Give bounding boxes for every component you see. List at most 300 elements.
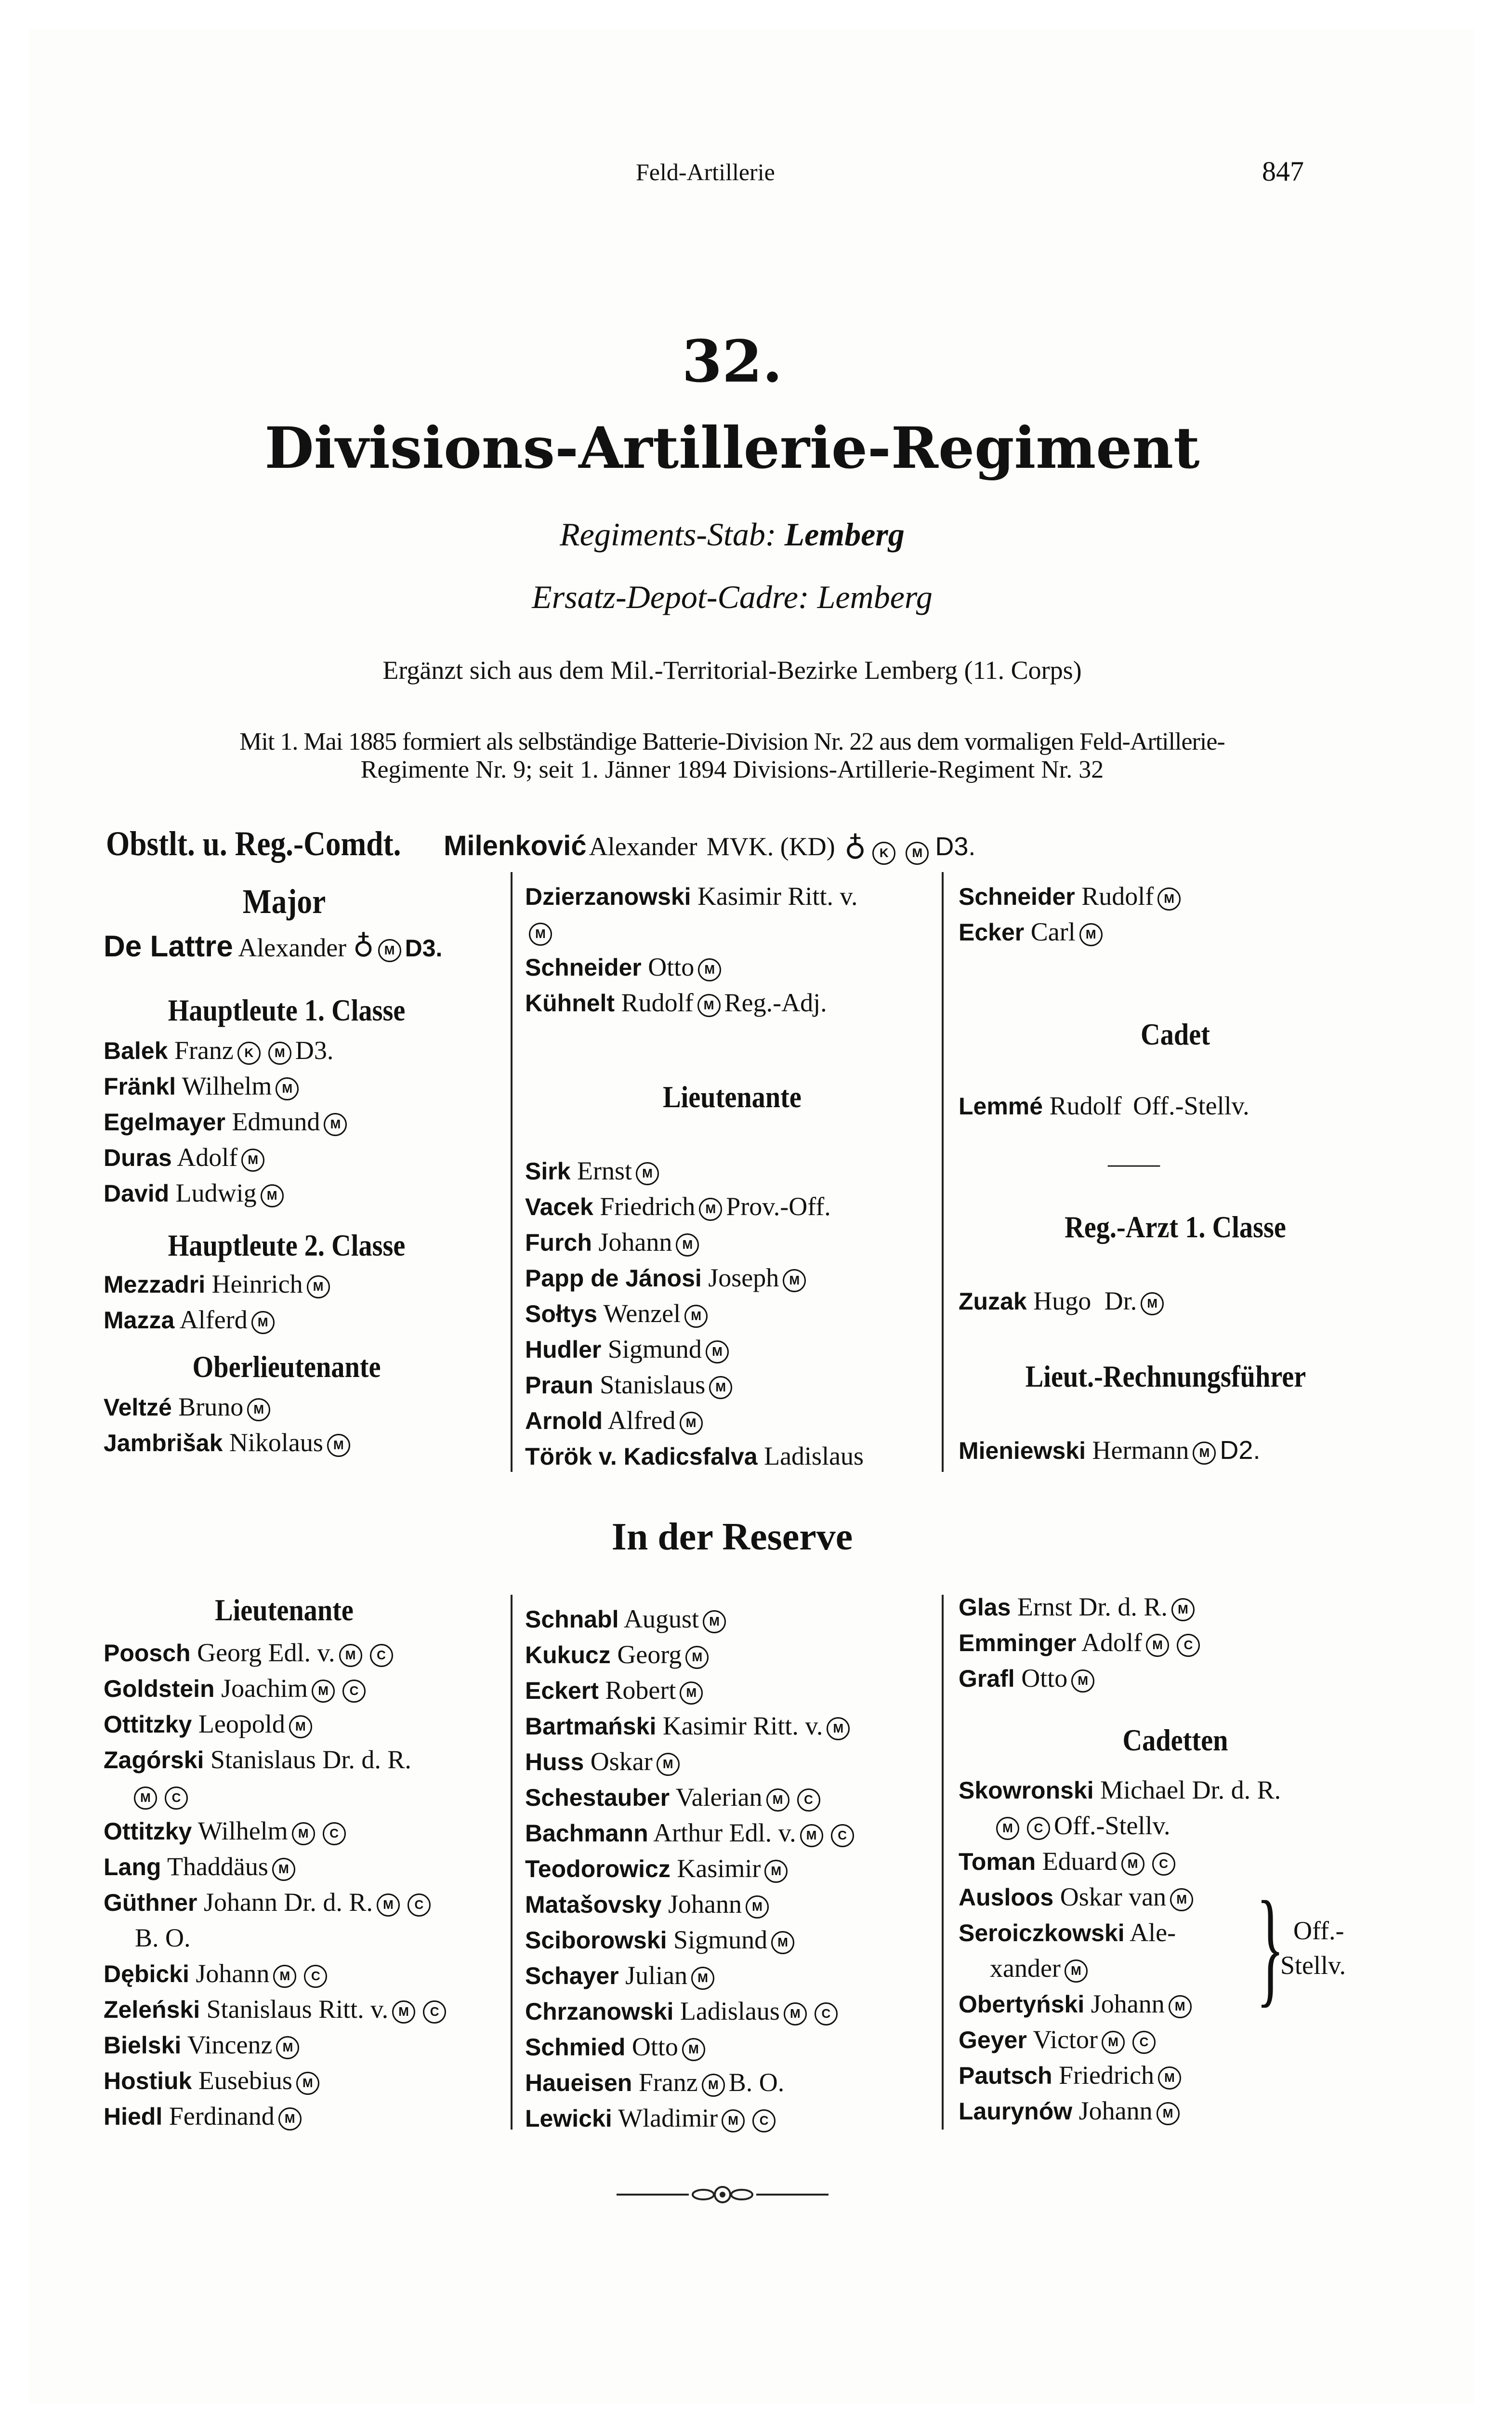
m-circle-icon: M xyxy=(134,1787,157,1810)
brace-icon: } xyxy=(1256,1875,1285,2019)
m-circle-icon: M xyxy=(1079,923,1103,946)
list-item xyxy=(104,1033,333,1068)
list-item xyxy=(104,1885,434,1919)
surname: Hudler xyxy=(525,1336,602,1363)
surname: Ottitzky xyxy=(104,1711,192,1738)
m-circle-icon: M xyxy=(697,994,721,1017)
surname: Bachmann xyxy=(525,1820,648,1847)
list-item xyxy=(959,2094,1183,2128)
m-circle-icon: M xyxy=(682,2038,705,2061)
heading-oberlieutenante: Oberlieutenante xyxy=(192,1350,381,1384)
m-circle-icon: M xyxy=(307,1275,330,1298)
m-circle-icon: M xyxy=(1157,887,1181,911)
cross-decoration-icon: ♁ xyxy=(353,931,374,963)
surname: Duras xyxy=(104,1144,172,1171)
list-item xyxy=(104,1069,302,1103)
stab-place: Lemberg xyxy=(784,516,905,553)
list-item xyxy=(104,1957,331,1991)
surname: Vacek xyxy=(525,1193,593,1220)
surname: Obertyński xyxy=(959,1991,1085,2018)
commander-rank: Obstlt. u. Reg.-Comdt. xyxy=(106,824,401,863)
list-item xyxy=(104,1303,278,1337)
m-circle-icon: M xyxy=(296,2072,319,2095)
surname: Mieniewski xyxy=(959,1437,1086,1464)
surname: Dzierzanowski xyxy=(525,883,691,910)
list-item xyxy=(104,1140,268,1175)
list-item xyxy=(525,1994,841,2028)
given-name: Rudolf xyxy=(621,988,694,1017)
list-item xyxy=(525,1709,854,1743)
m-circle-icon: M xyxy=(766,1788,789,1812)
note: Off.-Stellv. xyxy=(1054,1811,1170,1840)
k-circle-icon: K xyxy=(237,1042,261,1065)
surname: Hostiuk xyxy=(104,2067,192,2094)
given-name: Franz xyxy=(638,2068,698,2097)
list-item xyxy=(525,1225,703,1259)
given-name: Julian xyxy=(625,1961,688,1990)
m-circle-icon: M xyxy=(746,1895,769,1919)
given-name: Valerian xyxy=(675,1783,763,1812)
column-rule xyxy=(511,872,513,1472)
cross-decoration-icon: ♁ xyxy=(844,827,867,862)
list-item xyxy=(104,2064,323,2098)
c-circle-icon: C xyxy=(797,1788,820,1812)
surname: Mazza xyxy=(104,1307,175,1334)
bracket-note-1: Off.- xyxy=(1293,1916,1344,1945)
column-rule xyxy=(511,1595,513,2130)
given-name: Friedrich xyxy=(1059,2061,1154,2090)
surname: Bartmański xyxy=(525,1713,657,1740)
surname: Sirk xyxy=(525,1158,571,1185)
c-circle-icon: C xyxy=(423,2000,446,2024)
heading-cadetten: Cadetten xyxy=(1122,1723,1228,1757)
given-name: Wladimir xyxy=(618,2104,718,2132)
list-item xyxy=(104,2099,305,2133)
given-name: Joachim xyxy=(221,1674,308,1703)
m-circle-icon: M xyxy=(685,1646,709,1669)
given-name: Oskar van xyxy=(1060,1882,1167,1911)
surname: Praun xyxy=(525,1372,593,1399)
given-name: Victor xyxy=(1033,2025,1098,2054)
given-name: Eduard xyxy=(1042,1847,1118,1876)
heading-rechnungsfuehrer: Lieut.-Rechnungsführer xyxy=(1025,1359,1306,1393)
given-name: Oskar xyxy=(590,1747,653,1776)
surname: Török v. Kadicsfalva xyxy=(525,1443,758,1470)
commander-line xyxy=(106,824,975,865)
m-circle-icon: M xyxy=(906,842,929,865)
depot-label: Ersatz-Depot-Cadre: xyxy=(532,579,809,615)
separator-dash: —— xyxy=(1108,1149,1160,1178)
ornament-icon xyxy=(617,2180,828,2209)
list-item xyxy=(525,879,858,913)
given-name: Ludwig xyxy=(175,1178,257,1207)
surname: Lang xyxy=(104,1853,161,1880)
given-name: Edmund xyxy=(232,1107,320,1136)
c-circle-icon: C xyxy=(165,1787,188,1810)
list-item xyxy=(104,1636,397,1670)
given-name: Johann xyxy=(668,1890,742,1919)
list-item xyxy=(959,1661,1098,1695)
given-name: Wilhelm xyxy=(182,1072,272,1100)
surname: Chrzanowski xyxy=(525,1998,674,2025)
m-circle-icon: M xyxy=(378,939,401,962)
given-name: Stanislaus xyxy=(600,1370,706,1399)
list-item xyxy=(104,1671,369,1706)
list-item xyxy=(959,1880,1197,1914)
list-item xyxy=(525,1673,707,1707)
m-circle-icon: M xyxy=(247,1398,270,1421)
note: Dr. xyxy=(1104,1286,1137,1315)
m-circle-icon: M xyxy=(377,1893,400,1917)
surname: Schnabl xyxy=(525,1606,619,1633)
m-circle-icon: M xyxy=(1171,1598,1195,1621)
given-name: Thaddäus xyxy=(167,1852,268,1881)
c-circle-icon: C xyxy=(752,2109,776,2132)
heading-reserve: In der Reserve xyxy=(611,1516,853,1558)
m-circle-icon: M xyxy=(251,1311,275,1334)
list-item xyxy=(525,1439,864,1473)
given-name: Otto xyxy=(648,953,695,981)
c-circle-icon: C xyxy=(304,1965,327,1988)
regiment-name: Divisions-Artillerie-Regiment xyxy=(264,414,1200,481)
surname: Glas xyxy=(959,1594,1011,1621)
list-item xyxy=(959,1773,1281,1807)
surname: Kühnelt xyxy=(525,990,615,1017)
surname: Eckert xyxy=(525,1677,599,1704)
list-item xyxy=(104,1707,316,1741)
given-name: Alfred xyxy=(607,1406,676,1435)
given-name: Alexander xyxy=(238,933,347,962)
surname: Poosch xyxy=(104,1640,191,1667)
surname: Arnold xyxy=(525,1407,603,1434)
m-circle-icon: M xyxy=(709,1376,732,1399)
c-circle-icon: C xyxy=(1132,2031,1156,2054)
given-name: Friedrich xyxy=(600,1192,696,1221)
ersatz-depot xyxy=(10,578,1455,616)
surname: Ottitzky xyxy=(104,1818,192,1845)
m-circle-icon: M xyxy=(702,2074,725,2097)
m-circle-icon: M xyxy=(996,1817,1019,1840)
note: Reg.-Adj. xyxy=(724,988,827,1017)
given-name: Rudolf xyxy=(1049,1091,1122,1120)
history-line-1: Mit 1. Mai 1885 formiert als selbständige Batterie-Division Nr. 22 aus dem vormaligen Feld-Artillerie- xyxy=(239,728,1225,755)
given-name: Ferdinand xyxy=(169,2102,275,2131)
c-circle-icon: C xyxy=(1177,1634,1200,1657)
surname: Sciborowski xyxy=(525,1927,667,1954)
list-item xyxy=(959,2023,1159,2057)
surname: Emminger xyxy=(959,1629,1077,1656)
surname: Fränkl xyxy=(104,1073,176,1100)
m-circle-icon: M xyxy=(1071,1669,1094,1693)
surname: Geyer xyxy=(959,2026,1027,2053)
m-circle-icon: M xyxy=(800,1824,823,1847)
surname: Ecker xyxy=(959,919,1025,946)
surname: Schestauber xyxy=(525,1784,670,1811)
surname: Schneider xyxy=(525,954,642,981)
given-name: August xyxy=(624,1604,699,1633)
list-item xyxy=(104,1176,288,1210)
m-circle-icon: M xyxy=(699,1198,722,1221)
list-item xyxy=(135,1921,191,1955)
given-name: Hugo xyxy=(1033,1286,1091,1315)
column-rule xyxy=(942,1595,944,2130)
surname: Mezzadri xyxy=(104,1271,206,1298)
given-name: Ernst Dr. d. R. xyxy=(1017,1592,1168,1621)
list-item xyxy=(525,1887,773,1921)
given-name: Sigmund xyxy=(607,1335,702,1363)
list-item xyxy=(525,2065,784,2100)
surname: Ausloos xyxy=(959,1884,1054,1911)
given-name: Michael Dr. d. R. xyxy=(1100,1775,1281,1804)
commander-given: Alexander xyxy=(589,832,697,861)
surname: Kukucz xyxy=(525,1641,611,1668)
m-circle-icon: M xyxy=(1121,1853,1144,1876)
list-item xyxy=(959,1844,1179,1879)
surname: Jambrišak xyxy=(104,1430,223,1456)
m-circle-icon: M xyxy=(680,1681,703,1705)
list-item xyxy=(525,1959,718,1993)
given-name: Carl xyxy=(1030,917,1076,946)
commander-marks: MVK. (KD) xyxy=(706,832,835,861)
given-name: Johann Dr. d. R. xyxy=(203,1888,373,1917)
list-item xyxy=(104,930,442,965)
m-circle-icon: M xyxy=(764,1860,788,1883)
surname: Goldstein xyxy=(104,1675,215,1702)
surname: David xyxy=(104,1180,170,1207)
m-circle-icon: M xyxy=(827,1717,850,1740)
surname: Haueisen xyxy=(525,2069,632,2096)
surname: Huss xyxy=(525,1748,584,1775)
m-circle-icon: M xyxy=(1170,1888,1193,1911)
c-circle-icon: C xyxy=(342,1680,366,1703)
given-name: Alferd xyxy=(179,1305,248,1334)
surname: Zeleński xyxy=(104,1996,200,2023)
tail: D3. xyxy=(405,935,443,962)
m-circle-icon: M xyxy=(698,958,721,981)
surname: Seroiczkowski xyxy=(959,1919,1125,1946)
m-circle-icon: M xyxy=(324,1113,347,1136)
given-name: Kasimir Ritt. v. xyxy=(697,882,858,911)
list-item xyxy=(525,1638,712,1672)
m-circle-icon: M xyxy=(676,1233,699,1257)
m-circle-icon: M xyxy=(657,1753,680,1776)
surname: Matašovsky xyxy=(525,1891,662,1918)
m-circle-icon: M xyxy=(276,2036,299,2059)
list-item xyxy=(525,950,725,984)
list-item xyxy=(525,1602,730,1636)
c-circle-icon: C xyxy=(815,2002,838,2025)
surname: De Lattre xyxy=(104,930,233,963)
c-circle-icon: C xyxy=(408,1893,431,1917)
c-circle-icon: C xyxy=(323,1822,346,1845)
m-circle-icon: M xyxy=(1169,1995,1192,2018)
c-circle-icon: C xyxy=(370,1644,393,1667)
given-name: Eusebius xyxy=(198,2066,292,2095)
surname: Dębicki xyxy=(104,1960,189,1987)
surname: Zuzak xyxy=(959,1288,1027,1315)
heading-reserve-lieutenante: Lieutenante xyxy=(215,1593,354,1627)
list-item xyxy=(525,1852,791,1886)
given-name: Rudolf xyxy=(1081,882,1154,911)
list-item xyxy=(525,1332,733,1366)
list-item xyxy=(525,2101,779,2135)
surname: Veltzé xyxy=(104,1394,172,1421)
supply-district: Ergänzt sich aus dem Mil.-Territorial-Bezirke Lemberg (11. Corps) xyxy=(382,656,1082,685)
depot-place: Lemberg xyxy=(817,579,933,615)
list-item xyxy=(992,1809,1170,1842)
given-name: xander xyxy=(990,1954,1061,1983)
given-name: Stanislaus Ritt. v. xyxy=(206,1995,389,2024)
list-item xyxy=(525,1190,831,1224)
list-item xyxy=(525,1816,858,1850)
given-name: Georg Edl. v. xyxy=(197,1638,335,1667)
c-circle-icon: C xyxy=(831,1824,854,1847)
given-name: Johann xyxy=(1091,1989,1165,2018)
m-circle-icon: M xyxy=(783,1269,806,1292)
given-name: Heinrich xyxy=(211,1270,303,1298)
m-circle-icon: M xyxy=(722,2109,745,2132)
given-name: Johann xyxy=(196,1959,270,1988)
m-circle-icon: M xyxy=(1102,2031,1125,2054)
list-item xyxy=(104,1992,450,2026)
bracket-note-2: Stellv. xyxy=(1280,1951,1346,1980)
given-name: Ladislaus xyxy=(680,1997,780,2025)
k-circle-icon: K xyxy=(872,842,895,865)
list-item xyxy=(104,1426,354,1460)
m-circle-icon: M xyxy=(771,1931,794,1954)
given-name: Ale- xyxy=(1130,1918,1176,1947)
m-circle-icon: M xyxy=(684,1305,708,1328)
list-item xyxy=(525,914,556,948)
surname: Lemmé xyxy=(959,1093,1043,1120)
m-circle-icon: M xyxy=(636,1162,659,1185)
m-circle-icon: M xyxy=(312,1680,335,1703)
list-item xyxy=(104,1850,299,1884)
list-item xyxy=(959,1626,1204,1660)
surname: Grafl xyxy=(959,1665,1015,1692)
list-item xyxy=(959,1987,1196,2021)
given-name: Kasimir xyxy=(677,1854,761,1883)
given-name: Robert xyxy=(605,1676,676,1705)
list-item xyxy=(959,1284,1168,1318)
column-rule xyxy=(942,872,944,1472)
given-name: Joseph xyxy=(708,1263,779,1292)
list-item xyxy=(104,1267,334,1301)
list-item xyxy=(525,1368,736,1402)
m-circle-icon: M xyxy=(784,2002,807,2025)
surname: Zagórski xyxy=(104,1747,204,1774)
given-name: Ladislaus xyxy=(764,1442,864,1470)
running-title: Feld-Artillerie xyxy=(636,159,775,185)
note: Off.-Stellv. xyxy=(1133,1091,1249,1120)
regiment-number: 32. xyxy=(682,328,783,396)
history-line-2: Regimente Nr. 9; seit 1. Jänner 1894 Divisions-Artillerie-Regiment Nr. 32 xyxy=(360,756,1104,783)
given-name: Franz xyxy=(174,1036,234,1065)
given-name: Georg xyxy=(617,1640,682,1669)
list-item xyxy=(525,2030,709,2064)
list-item xyxy=(525,1297,711,1331)
list-item xyxy=(104,1743,411,1777)
given-name: Stanislaus Dr. d. R. xyxy=(210,1745,411,1774)
book-page xyxy=(29,29,1474,2404)
stab-label: Regiments-Stab: xyxy=(560,516,776,553)
note: B. O. xyxy=(728,2068,785,2097)
list-item xyxy=(525,1780,824,1814)
list-item xyxy=(990,1951,1091,1985)
m-circle-icon: M xyxy=(691,1967,714,1990)
heading-major: Major xyxy=(242,882,326,921)
given-name: Hermann xyxy=(1092,1436,1189,1465)
surname: Lewicki xyxy=(525,2105,612,2132)
given-name: Wenzel xyxy=(603,1299,681,1328)
list-item xyxy=(525,986,827,1020)
m-circle-icon: M xyxy=(1157,2102,1180,2125)
surname: Teodorowicz xyxy=(525,1855,671,1882)
given-name: B. O. xyxy=(135,1923,191,1952)
m-circle-icon: M xyxy=(703,1610,726,1633)
given-name: Arthur Edl. v. xyxy=(653,1818,796,1847)
list-item xyxy=(959,1089,1249,1123)
m-circle-icon: M xyxy=(268,1042,291,1065)
commander-surname: Milenković xyxy=(444,830,587,861)
surname: Skowronski xyxy=(959,1777,1094,1804)
surname: Balek xyxy=(104,1037,168,1064)
m-circle-icon: M xyxy=(273,1965,296,1988)
given-name: Sigmund xyxy=(673,1925,768,1954)
m-circle-icon: M xyxy=(1193,1442,1216,1465)
list-item xyxy=(130,1778,192,1812)
given-name: Nikolaus xyxy=(229,1428,323,1457)
commander-tail: D3. xyxy=(935,832,976,861)
m-circle-icon: M xyxy=(292,1822,315,1845)
surname: Bielski xyxy=(104,2032,182,2059)
given-name: Bruno xyxy=(178,1392,244,1421)
heading-lieutenante: Lieutenante xyxy=(663,1080,802,1114)
surname: Egelmayer xyxy=(104,1109,225,1136)
list-item xyxy=(959,2058,1185,2092)
given-name: Otto xyxy=(631,2032,678,2061)
surname: Schneider xyxy=(959,883,1075,910)
list-item xyxy=(525,1261,810,1295)
given-name: Adolf xyxy=(177,1143,238,1172)
list-item xyxy=(959,1433,1260,1468)
m-circle-icon: M xyxy=(392,2000,415,2024)
m-circle-icon: M xyxy=(680,1412,703,1435)
given-name: Kasimir Ritt. v. xyxy=(662,1711,823,1740)
m-circle-icon: M xyxy=(529,923,552,946)
list-item xyxy=(959,1590,1198,1624)
list-item xyxy=(959,915,1106,949)
given-name: Adolf xyxy=(1081,1628,1143,1657)
m-circle-icon: M xyxy=(261,1184,284,1207)
surname: Hiedl xyxy=(104,2103,163,2130)
m-circle-icon: M xyxy=(327,1434,350,1457)
m-circle-icon: M xyxy=(241,1149,264,1172)
list-item xyxy=(104,2028,303,2062)
given-name: Johann xyxy=(598,1228,672,1257)
tail: D2. xyxy=(1220,1436,1261,1465)
m-circle-icon: M xyxy=(278,2107,302,2131)
list-item xyxy=(525,1923,798,1957)
list-item xyxy=(525,1403,707,1438)
surname: Toman xyxy=(959,1848,1036,1875)
c-circle-icon: C xyxy=(1027,1817,1050,1840)
surname: Laurynów xyxy=(959,2098,1073,2125)
given-name: Vincenz xyxy=(187,2030,273,2059)
m-circle-icon: M xyxy=(339,1644,362,1667)
surname: Pautsch xyxy=(959,2062,1052,2089)
surname: Sołtys xyxy=(525,1300,598,1327)
